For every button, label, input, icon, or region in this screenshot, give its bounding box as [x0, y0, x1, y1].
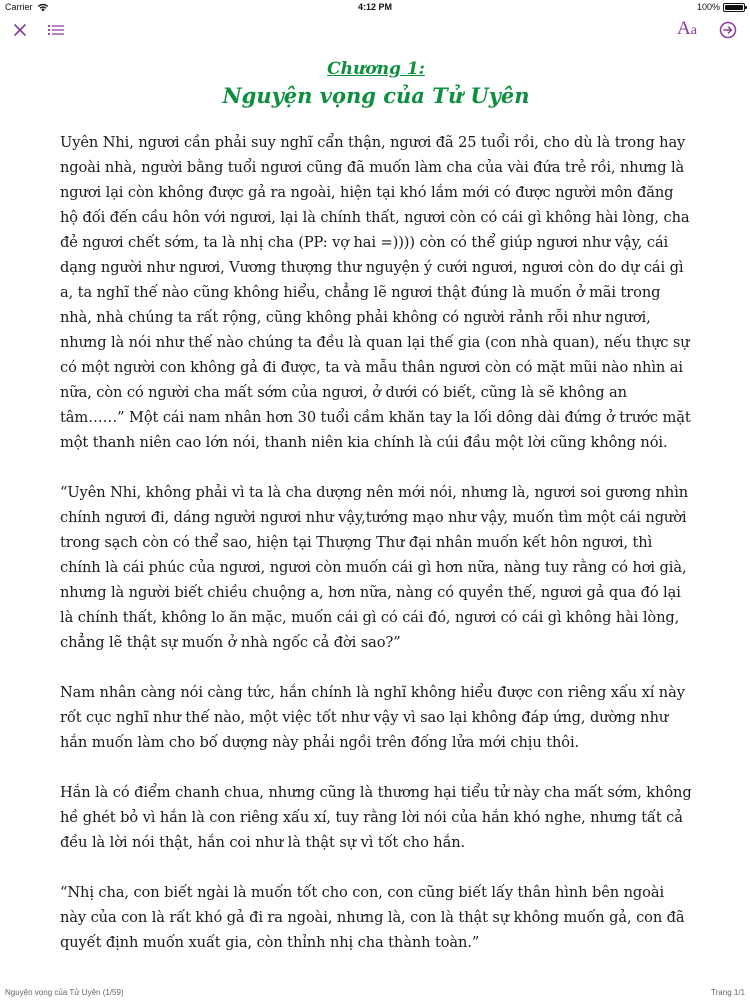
paragraph: Uyên Nhi, ngươi cần phải suy nghĩ cẩn thận, ngươi đã 25 tuổi rồi, cho dù là trong hay ngoài nhà, người bằng tuổi ngươi cũng đã muốn làm cha của vài đứa trẻ rồi, nhưng là ngươi lại còn không được gả ra ngoài, hiện tại khó lắm mới có được người môn đăng hộ đối đến cầu hôn với ngươi, lại là chính thất, ngươi còn có cái gì không hài lòng, cha đẻ ngươi chết sớm, ta là nhị cha (PP: vợ hai =)))) còn có thể giúp ngươi như vậy, cái dạng người như ngươi, Vương thượng thư nguyện ý cưới ngươi, ngươi còn do dự cái gì a, ta nghĩ thế nào cũng không hiểu, chẳng lẽ ngươi thật đúng là muốn ở mãi trong nhà, nhà chúng ta rất rộng, cũng không phải không có người rảnh rỗi như ngươi, nhưng là nói như thế nào chúng ta đều là quan lại thế gia (con nhà quan), nếu thực sự có một người con không gả đi được, ta và mẫu thân ngươi còn có mặt mũi nào nhìn ai nữa, còn có người cha mất sớm của ngươi, ở dưới có biết, cũng là sẽ không an tâm……” Một cái nam nhân hơn 30 tuổi cầm khăn tay la lối dông dài đứng ở trước mặt một thanh niên cao lớn nói, thanh niên kia chính là cúi đầu một lời cũng không nói.: [60, 134, 691, 451]
paragraph: “Uyên Nhi, không phải vì ta là cha dượng nên mới nói, nhưng là, ngươi soi gương nhìn chính ngươi đi, dáng người ngươi như vậy,tướng mạo như vậy, muốn tìm một cái người trong sạch còn có thể sao, hiện tại Thượng Thư đại nhân muốn kết hôn ngươi, thì chính là cái phúc của ngươi, ngươi còn muốn cái gì hơn nữa, nàng tuy rằng có hơi già, nhưng là người biết chiều chuộng a, hơn nữa, nàng có quyền thế, ngươi gả qua đó lại là chính thất, không lo ăn mặc, muốn cái gì có cái đó, ngươi có cái gì không hài lòng, chẳng lẽ thật sự muốn ở nhà ngốc cả đời sao?”: [60, 484, 689, 651]
chapter-title: Nguyện vọng của Tử Uyên: [222, 83, 530, 108]
page-number: Trang 1/1: [711, 988, 745, 997]
paragraph: “Nhị cha, con biết ngài là muốn tốt cho con, con cũng biết lấy thân hình bên ngoài này của con là rất khó gả đi ra ngoài, nhưng là, con là thật sự không muốn gả, con đã quyết định muốn xuất gia, còn thỉnh nhị cha thành toàn.”: [60, 884, 685, 951]
chapter-number: Chương 1:: [327, 59, 425, 79]
chapter-content: [60, 56, 692, 978]
font-label-small: a: [690, 23, 697, 38]
font-label-big: A: [677, 18, 691, 39]
paragraph: Hắn là có điểm chanh chua, nhưng cũng là thương hại tiểu tử này cha mất sớm, không hề ghét bỏ vì hắn là con riêng xấu xí, tuy rằng lời nói của hắn khó nghe, nhưng tất cả đều là lời nói thật, hắn coi như là thật sự vì tốt cho hắn.: [60, 784, 692, 851]
reader-footer: [0, 984, 750, 1000]
book-progress: Nguyện vọng của Tử Uyên (1/59): [5, 988, 124, 997]
status-time: 4:12 PM: [357, 2, 392, 12]
battery-percent: 100%: [696, 2, 720, 12]
paragraph: Nam nhân càng nói càng tức, hắn chính là nghĩ không hiểu được con riêng xấu xí này rốt cục nghĩ như thế nào, một việc tốt như vậy vì sao lại không đáp ứng, dường như hắn muốn làm cho bố dượng này phải ngồi trên đống lửa mới chịu thôi.: [60, 684, 685, 751]
carrier-label: Carrier: [5, 2, 33, 12]
